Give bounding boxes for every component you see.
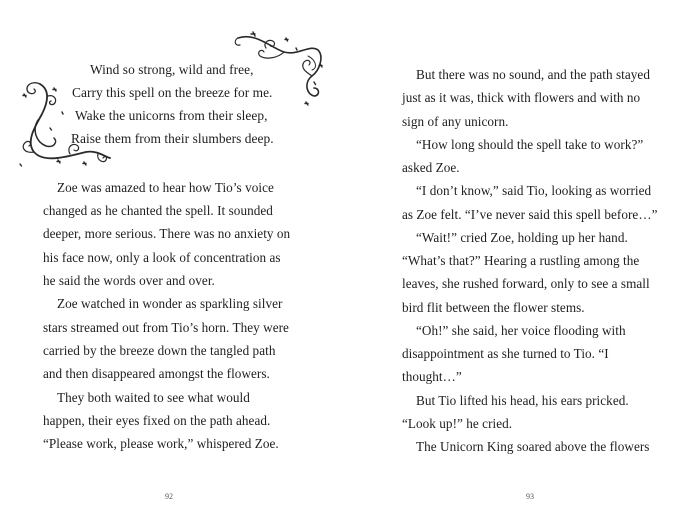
text-line: carried by the breeze down the tangled path bbox=[43, 343, 276, 358]
text-line: But Tio lifted his head, his ears pricked. bbox=[416, 393, 629, 408]
text-line: “How long should the spell take to work?” bbox=[416, 137, 644, 152]
text-line: asked Zoe. bbox=[402, 160, 460, 175]
text-line: as Zoe felt. “I’ve never said this spell before…” bbox=[402, 207, 658, 222]
text-line: They both waited to see what would bbox=[57, 390, 250, 405]
text-line: he said the words over and over. bbox=[43, 273, 215, 288]
text-line: Zoe was amazed to hear how Tio’s voice bbox=[57, 180, 274, 195]
verse-line: Carry this spell on the breeze for me. bbox=[72, 85, 273, 100]
text-line: leaves, she rushed forward, only to see a small bbox=[402, 276, 650, 291]
text-line: “I don’t know,” said Tio, looking as worried bbox=[416, 183, 652, 198]
verse-line: Raise them from their slumbers deep. bbox=[71, 131, 274, 146]
text-line: deeper, more serious. There was no anxiety on bbox=[43, 226, 291, 241]
text-line: “Look up!” he cried. bbox=[402, 416, 513, 431]
page-number: 92 bbox=[165, 492, 173, 501]
text-line: “Oh!” she said, her voice flooding with bbox=[416, 323, 626, 338]
text-line: “Wait!” cried Zoe, holding up her hand. bbox=[416, 230, 628, 245]
text-line: But there was no sound, and the path stayed bbox=[416, 67, 650, 82]
text-line: bird flit between the flower stems. bbox=[402, 300, 585, 315]
text-line: happen, their eyes fixed on the path ahead. bbox=[43, 413, 271, 428]
text-line: thought…” bbox=[402, 369, 462, 384]
text-line: “Please work, please work,” whispered Zoe. bbox=[43, 436, 279, 451]
text-line: The Unicorn King soared above the flowers bbox=[416, 439, 650, 454]
text-line: just as it was, thick with flowers and with no bbox=[402, 90, 641, 105]
verse-line: Wake the unicorns from their sleep, bbox=[75, 108, 268, 123]
text-line: sign of any unicorn. bbox=[402, 114, 509, 129]
text-line: disappointment as she turned to Tio. “I bbox=[402, 346, 609, 361]
verse-line: Wind so strong, wild and free, bbox=[90, 62, 254, 77]
text-line: and then disappeared amongst the flowers. bbox=[43, 366, 270, 381]
text-line: his face now, only a look of concentration as bbox=[43, 250, 281, 265]
text-line: changed as he chanted the spell. It sounded bbox=[43, 203, 273, 218]
text-line: “What’s that?” Hearing a rustling among the bbox=[402, 253, 640, 268]
text-line: stars streamed out from Tio’s horn. They were bbox=[43, 320, 289, 335]
right-page bbox=[350, 0, 700, 530]
page-number: 93 bbox=[526, 492, 534, 501]
text-line: Zoe watched in wonder as sparkling silver bbox=[57, 296, 283, 311]
